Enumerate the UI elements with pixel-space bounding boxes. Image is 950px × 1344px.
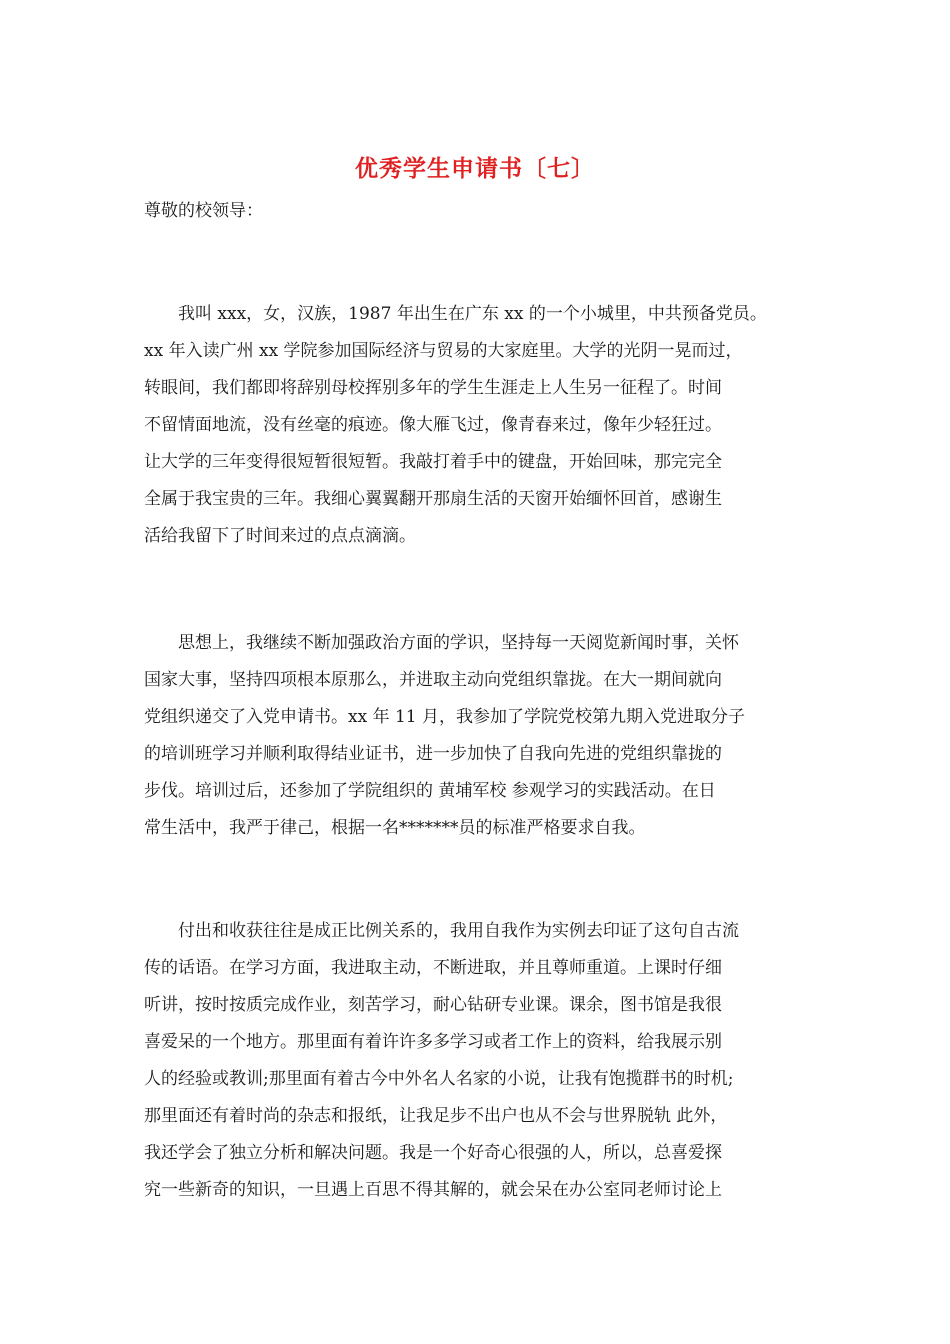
paragraph-line: 全属于我宝贵的三年。我细心翼翼翻开那扇生活的天窗开始缅怀回首，感谢生 [144,489,722,509]
paragraph-line: 国家大事，坚持四项根本原那么，并进取主动向党组织靠拢。在大一期间就向 [144,670,722,690]
paragraph-line: xx 年入读广州 xx 学院参加国际经济与贸易的大家庭里。大学的光阴一晃而过， [144,341,743,361]
paragraph-line: 我还学会了独立分析和解决问题。我是一个好奇心很强的人，所以，总喜爱探 [144,1143,722,1163]
paragraph-line: 活给我留下了时间来过的点点滴滴。 [144,526,416,546]
paragraph-line: 听讲，按时按质完成作业，刻苦学习，耐心钻研专业课。课余，图书馆是我很 [144,995,722,1015]
paragraph-1 [144,296,808,555]
paragraph-line: 传的话语。在学习方面，我进取主动，不断进取，并且尊师重道。上课时仔细 [144,958,722,978]
paragraph-line: 究一些新奇的知识，一旦遇上百思不得其解的，就会呆在办公室同老师讨论上 [144,1180,722,1200]
paragraph-line: 党组织递交了入党申请书。xx 年 11 月，我参加了学院党校第九期入党进取分子 [144,707,746,727]
paragraph-line: 不留情面地流，没有丝毫的痕迹。像大雁飞过，像青春来过，像年少轻狂过。 [144,415,722,435]
paragraph-line: 付出和收获往往是成正比例关系的，我用自我作为实例去印证了这句自古流 [144,921,739,941]
paragraph-line: 让大学的三年变得很短暂很短暂。我敲打着手中的键盘，开始回味，那完完全 [144,452,722,472]
paragraph-line: 我叫 xxx，女，汉族，1987 年出生在广东 xx 的一个小城里，中共预备党员。 [144,304,767,324]
paragraph-line: 人的经验或教训;那里面有着古今中外名人名家的小说，让我有饱揽群书的时机; [144,1069,734,1089]
paragraph-line: 喜爱呆的一个地方。那里面有着许许多多学习或者工作上的资料，给我展示别 [144,1032,722,1052]
document-title: 优秀学生申请书〔七〕 [355,156,595,182]
paragraph-line: 那里面还有着时尚的杂志和报纸，让我足步不出户也从不会与世界脱轨 此外， [144,1106,728,1126]
paragraph-line: 的培训班学习并顺利取得结业证书，进一步加快了自我向先进的党组织靠拢的 [144,744,722,764]
paragraph-3 [144,913,808,1209]
paragraph-2 [144,625,808,847]
paragraph-line: 步伐。培训过后，还参加了学院组织的 黄埔军校 参观学习的实践活动。在日 [144,781,716,801]
salutation: 尊敬的校领导： [144,201,263,221]
paragraph-line: 常生活中，我严于律己，根据一名*******员的标准严格要求自我。 [144,818,646,838]
paragraph-line: 转眼间，我们都即将辞别母校挥别多年的学生生涯走上人生另一征程了。时间 [144,378,722,398]
paragraph-line: 思想上，我继续不断加强政治方面的学识，坚持每一天阅览新闻时事，关怀 [144,633,739,653]
